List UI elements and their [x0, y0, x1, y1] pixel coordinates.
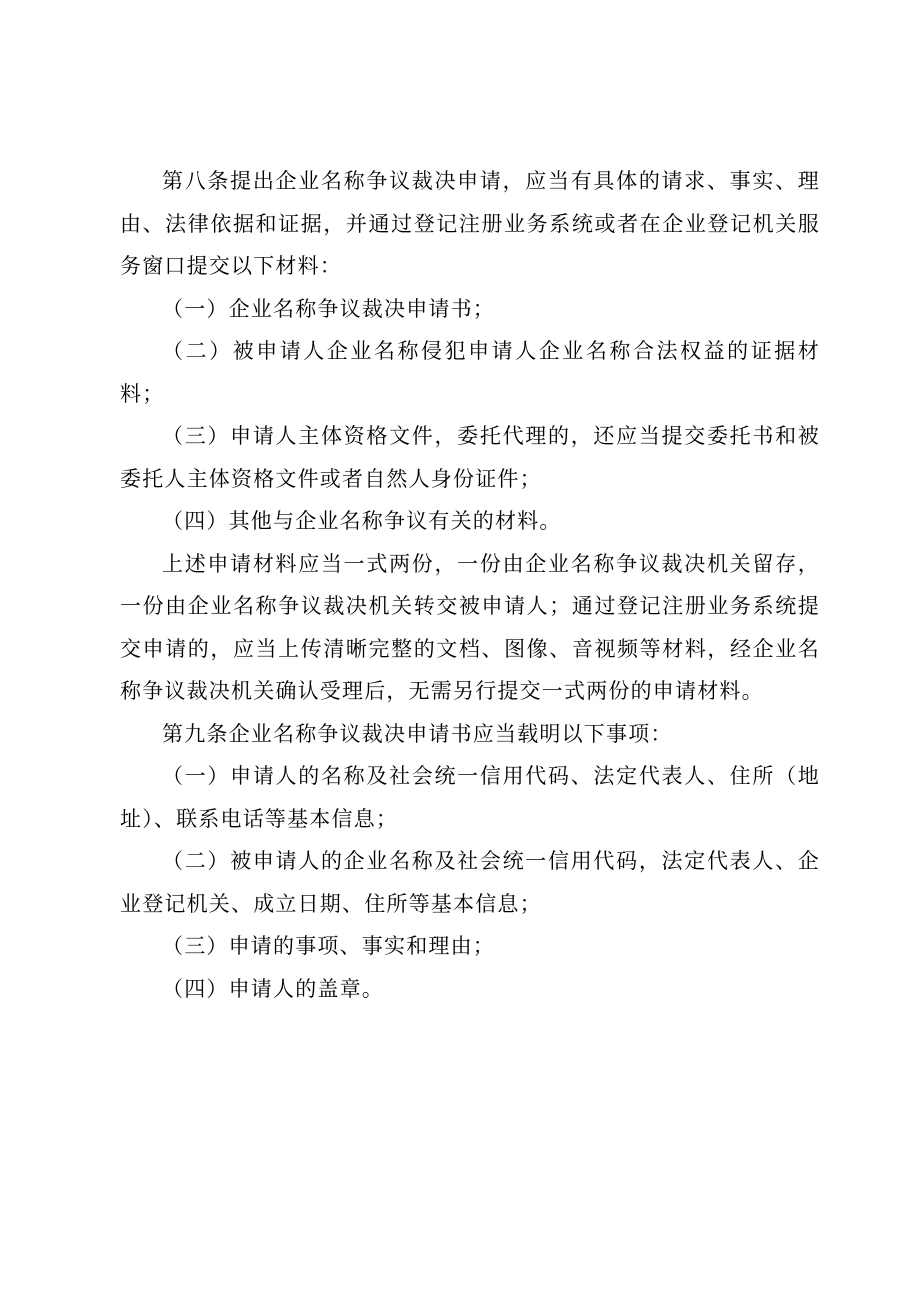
paragraph-copies-note: 上述申请材料应当一式两份，一份由企业名称争议裁决机关留存，一份由企业名称争议裁决机关转交被申请人；通过登记注册业务系统提交申请的，应当上传清晰完整的文档、图像、音视频等材料，经企业名称争议裁决机关确认受理后，无需另行提交一式两份的申请材料。	[120, 551, 820, 703]
paragraph-item-4: （四）申请人的盖章。	[162, 976, 384, 1001]
paragraph-item-3: （三）申请的事项、事实和理由；	[162, 934, 495, 958]
paragraph-item-2: （二）被申请人企业名称侵犯申请人企业名称合法权益的证据材料；	[120, 339, 820, 406]
paragraph-item-2: （二）被申请人的企业名称及社会统一信用代码，法定代表人、企业登记机关、成立日期、住所等基本信息；	[120, 849, 820, 916]
paragraph-article-8: 第八条提出企业名称争议裁决申请，应当有具体的请求、事实、理由、法律依据和证据，并通过登记注册业务系统或者在企业登记机关服务窗口提交以下材料：	[120, 169, 820, 278]
paragraph-article-9: 第九条企业名称争议裁决申请书应当载明以下事项：	[162, 721, 673, 746]
document-body	[120, 160, 820, 1010]
paragraph-item-1: （一）申请人的名称及社会统一信用代码、法定代表人、住所（地址）、联系电话等基本信息；	[120, 764, 820, 831]
paragraph-item-1: （一）企业名称争议裁决申请书；	[162, 296, 495, 321]
paragraph-item-4: （四）其他与企业名称争议有关的材料。	[162, 509, 562, 533]
paragraph-item-3: （三）申请人主体资格文件，委托代理的，还应当提交委托书和被委托人主体资格文件或者自然人身份证件；	[120, 424, 820, 491]
